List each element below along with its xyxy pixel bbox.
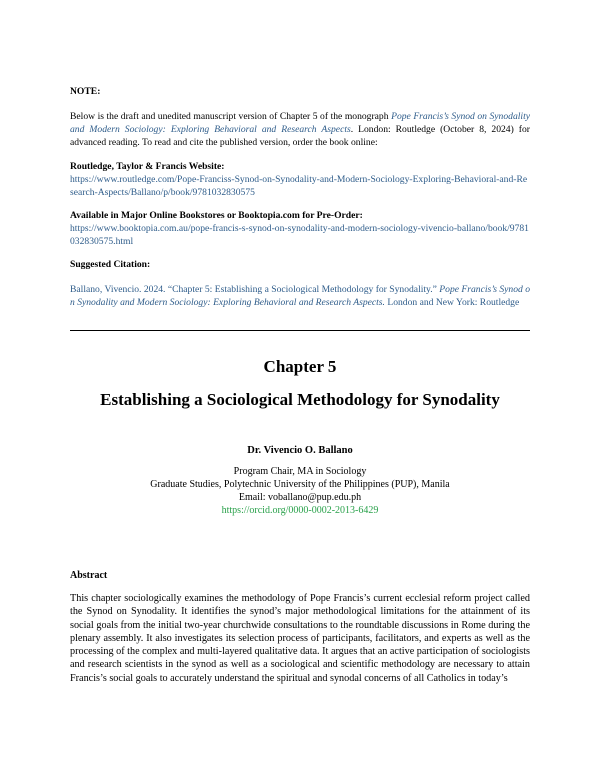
note-text-before: Below is the draft and unedited manuscript version of Chapter 5 of the monograph	[70, 111, 392, 122]
author-position: Program Chair, MA in Sociology	[233, 466, 367, 477]
citation-paragraph[interactable]	[70, 283, 530, 309]
abstract-text: This chapter sociologically examines the methodology of Pope Francis’s current ecclesial reform project called the Synod on Synodality. It identifies the synod’s major methodological limitations for the attainment of its social goals from the initial two-year churchwide consultations to the roundtable discussions in Rome during the plenary assembly. It also investigates its selection process of participants, facilitators, and experts as well as the processing of the complex and multi-layered qualitative data. It argues that an active participation of sociologists and research scientists in the synod as well as a sociological and scientific methodology are necessary to attain Francis’s social goals to accurately understand the spiritual and synodal concerns of all Catholics in today’s	[70, 593, 530, 684]
note-book-title-link[interactable]: Pope Francis’s Synod on Synodality and Modern Sociology: Exploring Behavioral and Research Aspects	[70, 111, 530, 135]
author-institution: Graduate Studies, Polytechnic University of the Philippines (PUP), Manila	[150, 479, 450, 490]
citation-heading: Suggested Citation:	[70, 259, 151, 270]
booktopia-heading: Available in Major Online Bookstores or Booktopia.com for Pre-Order:	[70, 210, 363, 221]
citation-book-title: Pope Francis’s Synod on Synodality and Modern Sociology: Exploring Behavioral and Research Aspects.	[70, 284, 530, 308]
citation-text-before: Ballano, Vivencio. 2024. “Chapter 5: Establishing a Sociological Methodology for Synodality.”	[70, 284, 440, 295]
chapter-title: Establishing a Sociological Methodology for Synodality	[100, 390, 500, 409]
booktopia-link[interactable]: https://www.booktopia.com.au/pope-francis-s-synod-on-synodality-and-modern-sociology-vivencio-ballano/book/9781032830575.html	[70, 223, 529, 247]
note-heading: NOTE:	[70, 86, 101, 97]
author-email: Email: voballano@pup.edu.ph	[238, 492, 362, 503]
note-text-after: . London: Routledge (October 8, 2024) for advanced reading. To read and cite the published version, order the book online:	[70, 124, 530, 148]
chapter-label: Chapter 5	[263, 357, 337, 376]
routledge-heading: Routledge, Taylor & Francis Website:	[70, 161, 225, 172]
routledge-link[interactable]: https://www.routledge.com/Pope-Franciss-Synod-on-Synodality-and-Modern-Sociology-Exploring-Behavioral-and-Research-Aspects/Ballano/p/book/9781032830575	[70, 174, 528, 198]
citation-text-after: London and New York: Routledge	[384, 297, 520, 308]
note-paragraph	[70, 110, 530, 149]
abstract-heading: Abstract	[70, 570, 108, 581]
author-orcid-link[interactable]: https://orcid.org/0000-0002-2013-6429	[221, 505, 379, 516]
horizontal-divider	[70, 330, 530, 331]
author-name: Dr. Vivencio O. Ballano	[247, 445, 353, 456]
